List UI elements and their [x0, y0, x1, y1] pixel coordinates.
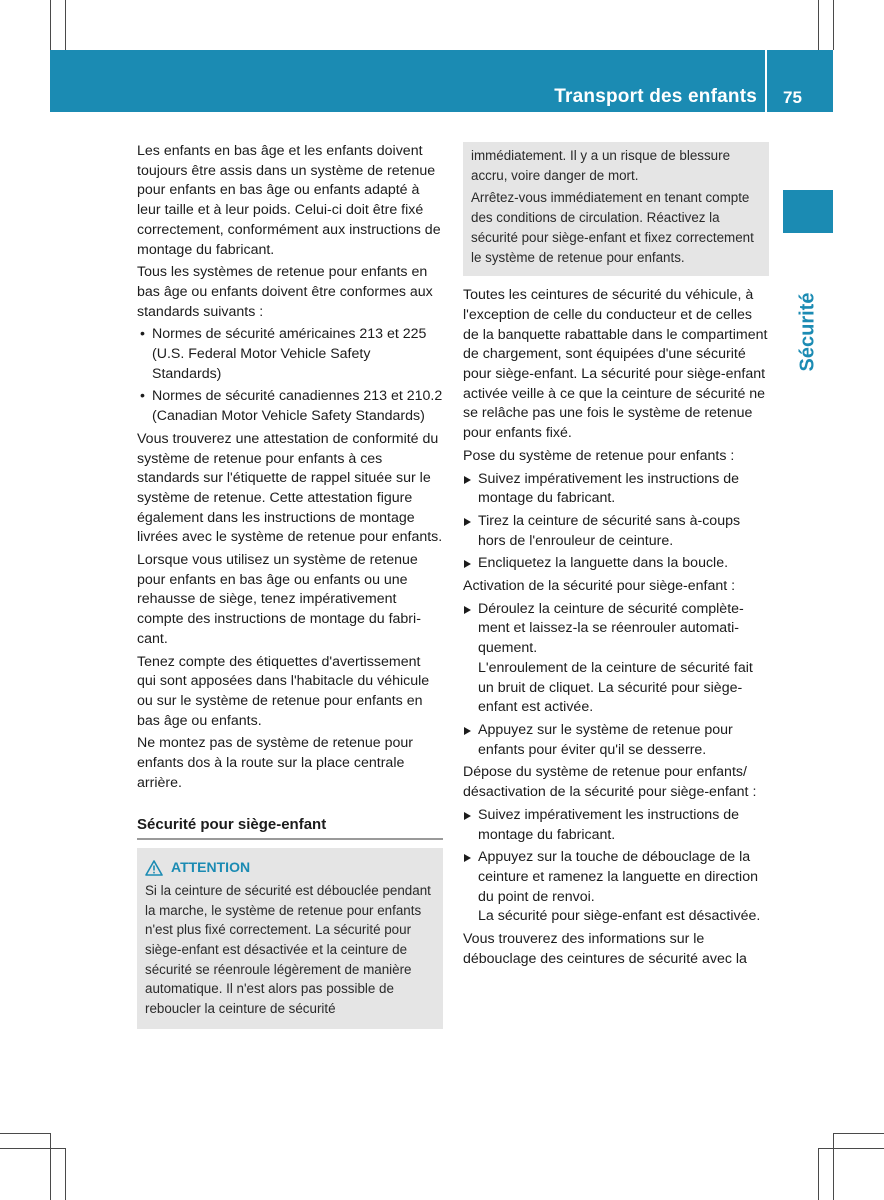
procedure-heading: Activation de la sécurité pour siège-enfant : [463, 578, 736, 595]
step-item: Tirez la ceinture de sécurité sans à-coups hors de l'enrouleur de ceinture. [463, 512, 769, 551]
crop-mark [0, 1148, 65, 1149]
step-item: Encliquetez la languette dans la boucle. [463, 554, 769, 574]
crop-mark [818, 1148, 884, 1149]
crop-mark [818, 1148, 819, 1200]
step-item [463, 721, 769, 760]
paragraph: Ne montez pas de système de retenue pour enfants dos à la route sur la place centrale arrière. [137, 735, 414, 791]
step-item: Suivez impérativement les instructions de montage du fabricant. [463, 470, 769, 509]
crop-mark [833, 1133, 834, 1200]
step-result: La sécurité pour siège-enfant est désactivée. [478, 908, 761, 925]
warning-heading-text: ATTENTION [171, 859, 251, 876]
section-tab-label: Sécurité [796, 292, 819, 372]
bullet-item: • Normes de sécurité canadiennes 213 et 210.2 (Canadian Motor Vehicle Safety Standards) [137, 387, 443, 426]
crop-mark [65, 0, 66, 50]
step-item [463, 806, 769, 845]
step-text: Déroulez la ceinture de sécurité complètement et laissez-la se réenrouler automatiquement. [478, 600, 744, 657]
paragraph: Toutes les ceintures de sécurité du véhicule, à l'exception de celle du conducteur et de celles de la banquette rabattable dans le compartiment de chargement, sont équipées d'une sécurité pour siège-enfant. La sécurité pour siège-enfant activée veille à ce que la ceinture de sécurité ne se relâche pas une fois le système de retenue pour enfants fixé. [463, 287, 768, 442]
left-column [137, 142, 443, 1029]
warning-text: Arrêtez-vous immédiatement en tenant compte des conditions de circulation. Réactivez la sécurité pour siège-enfant et fixez correctement le système de retenue pour enfants. [471, 190, 754, 265]
section-heading: Sécurité pour siège-enfant [137, 815, 443, 841]
crop-mark [0, 1133, 50, 1134]
step-item [463, 600, 769, 718]
crop-mark [50, 1133, 51, 1200]
section-tab-marker [783, 190, 833, 233]
crop-mark [833, 0, 834, 50]
warning-triangle-icon [145, 860, 163, 876]
crop-mark [65, 1148, 66, 1200]
warning-text: immédiatement. Il y a un risque de blessure accru, voire danger de mort. [471, 148, 731, 183]
warning-heading [145, 858, 435, 878]
page-number: 75 [783, 88, 802, 107]
page-title: Transport des enfants [554, 86, 757, 107]
warning-box [137, 848, 443, 1029]
right-column [463, 142, 769, 972]
crop-mark [50, 0, 51, 50]
bullet-item: • Normes de sécurité américaines 213 et 225 (U.S. Federal Motor Vehicle Safety Standards) [137, 325, 443, 384]
warning-text: Si la ceinture de sécurité est débouclée pendant la marche, le système de retenue pour enfants n'est plus fixé correctement. La sécurité pour siège-enfant est désactivée et la ceinture de sécurité se réenroule légèrement de manière automatique. Il n'est alors pas possible de reboucler la ceinture de sécurité [145, 882, 431, 1017]
paragraph: Tenez compte des étiquettes d'avertissement qui sont apposées dans l'habitacle du véhicule ou sur le système de retenue pour enfants en bas âge ou enfants. [137, 653, 430, 729]
paragraph: Vous trouverez des informations sur le débouclage des ceintures de sécurité avec la [463, 931, 747, 967]
header-divider [765, 50, 767, 112]
paragraph: Les enfants en bas âge et les enfants doivent toujours être assis dans un système de retenue pour enfants en bas âge ou enfants adapté à leur taille et à leur poids. Celui-ci doit être fixé correctement, conformément aux instructions de montage du fabricant. [137, 143, 441, 258]
step-result: L'enroulement de la ceinture de sécurité fait un bruit de cliquet. La sécurité pour siège-enfant est activée. [478, 659, 753, 716]
procedure-heading: Dépose du système de retenue pour enfants/ désactivation de la sécurité pour siège-enfant : [463, 764, 757, 801]
crop-mark [833, 1133, 884, 1134]
step-text: Appuyez sur le système de retenue pour enfants pour éviter qu'il se desserre. [478, 721, 733, 758]
warning-box-continued [463, 142, 769, 276]
crop-mark [818, 0, 819, 50]
step-text: Appuyez sur la touche de débouclage de la ceinture et ramenez la languette en direction du point de renvoi. [478, 849, 758, 905]
step-item [463, 848, 769, 927]
paragraph: Vous trouverez une attestation de conformité du système de retenue pour enfants à ces standards sur l'étiquette de rappel située sur le système de retenue. Cette attestation figure également dans les instructions de montage livrées avec le système de retenue pour enfants. [137, 430, 443, 546]
paragraph: Tous les systèmes de retenue pour enfants en bas âge ou enfants doivent être conformes aux standards suivants : [137, 264, 433, 320]
procedure-heading: Pose du système de retenue pour enfants : [463, 447, 735, 464]
paragraph: Lorsque vous utilisez un système de retenue pour enfants en bas âge ou enfants ou une rehausse de siège, tenez impérativement compte des instructions de montage du fabricant. [137, 552, 421, 647]
step-text: Suivez impérativement les instructions de montage du fabricant. [478, 806, 740, 843]
